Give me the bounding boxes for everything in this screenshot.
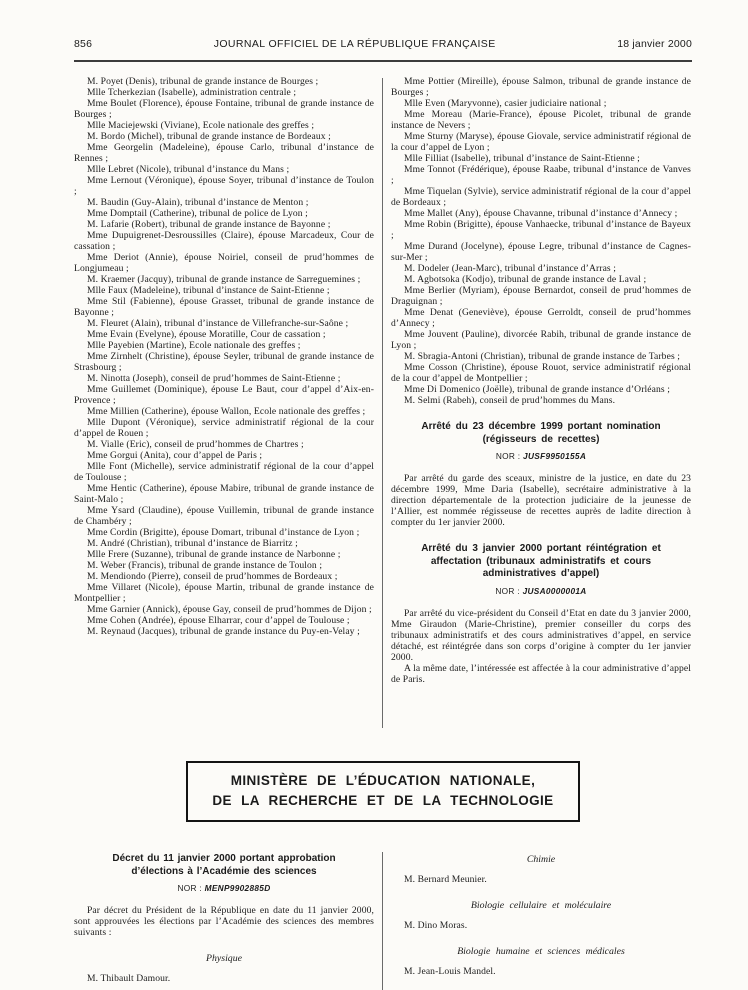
appointment-entry: Mme Domptail (Catherine), tribunal de police de Lyon ; bbox=[87, 208, 308, 219]
appointment-entry: Mme Berlier (Myriam), épouse Bernardot, conseil de prud’hommes de Draguignan ; bbox=[391, 285, 691, 307]
discipline-biologie-cellulaire: Biologie cellulaire et moléculaire bbox=[470, 900, 612, 911]
decret-body: Par décret du Président de la République en date du 11 janvier 2000, sont approuvées les élections par l’Académie des sciences des membres suivants : bbox=[74, 905, 374, 938]
appointment-entry: Mme Georgelin (Madeleine), épouse Carlo, tribunal d’instance de Rennes ; bbox=[74, 142, 374, 164]
journal-title: JOURNAL OFFICIEL DE LA RÉPUBLIQUE FRANÇAISE bbox=[213, 38, 496, 50]
appointment-entry: M. Lafarie (Robert), tribunal de grande instance de Bayonne ; bbox=[87, 219, 331, 230]
column-divider bbox=[382, 78, 383, 728]
appointment-entry: Mlle Payebien (Martine), Ecole nationale des greffes ; bbox=[87, 340, 301, 351]
nor-code: JUSA0000001A bbox=[522, 585, 587, 596]
appointment-entry: M. Weber (Francis), tribunal de grande instance de Toulon ; bbox=[87, 560, 323, 571]
appointment-entry: Mme Denat (Geneviève), épouse Gerroldt, conseil de prud’hommes d’Annecy ; bbox=[391, 307, 691, 329]
appointment-entry: Mlle Even (Maryvonne), casier judiciaire national ; bbox=[404, 98, 607, 109]
arrete-2-title: Arrêté du 3 janvier 2000 portant réintégration et affectation (tribunaux administratifs et cours administratives d’appel) bbox=[421, 543, 661, 579]
nor-label: NOR : bbox=[177, 883, 203, 893]
right-column bbox=[391, 76, 691, 734]
appointment-entry: Mme Jouvent (Pauline), divorcée Rabih, tribunal de grande instance de Lyon ; bbox=[391, 329, 691, 351]
discipline-chimie: Chimie bbox=[526, 854, 556, 865]
appointment-entry: Mme Cohen (Andrée), épouse Elharrar, cour d’appel de Toulouse ; bbox=[87, 615, 350, 626]
right-column-list bbox=[391, 76, 691, 406]
decree-section bbox=[74, 852, 692, 990]
arrete-2-body-2: A la même date, l’intéressée est affectée à la cour administrative d’appel de Paris. bbox=[391, 662, 691, 685]
appointment-entry: Mme Robin (Brigitte), épouse Vanhaecke, tribunal d’instance de Bayeux ; bbox=[391, 219, 691, 241]
appointment-entry: Mme Pottier (Mireille), épouse Salmon, tribunal de grande instance de Bourges ; bbox=[391, 76, 691, 98]
member-physique: M. Thibault Damour. bbox=[87, 973, 171, 984]
appointment-entry: Mme Sturny (Maryse), épouse Giovale, service administratif régional de la cour d’appel de Lyon ; bbox=[391, 131, 691, 153]
appointment-entry: M. Vialle (Eric), conseil de prud’hommes de Chartres ; bbox=[87, 439, 304, 450]
appointment-entry: M. Bordo (Michel), tribunal de grande instance de Bordeaux ; bbox=[87, 131, 331, 142]
appointment-entry: Mme Tiquelan (Sylvie), service administratif régional de la cour d’appel de Bordeaux ; bbox=[391, 186, 691, 208]
appointment-entry: Mlle Dupont (Véronique), service administratif régional de la cour d’appel de Rouen ; bbox=[74, 417, 374, 439]
discipline-biologie-humaine: Biologie humaine et sciences médicales bbox=[457, 946, 625, 957]
appointment-entry: Mme Garnier (Annick), épouse Gay, conseil de prud’hommes de Dijon ; bbox=[87, 604, 372, 615]
appointment-entry: Mlle Filliat (Isabelle), tribunal d’instance de Saint-Etienne ; bbox=[404, 153, 640, 164]
appointment-entry: Mme Ysard (Claudine), épouse Vuillemin, tribunal de grande instance de Chambéry ; bbox=[74, 505, 374, 527]
appointment-entry: M. Poyet (Denis), tribunal de grande instance de Bourges ; bbox=[87, 76, 319, 87]
decree-left-column bbox=[74, 852, 374, 990]
ministry-banner-line-2: DE LA RECHERCHE ET DE LA TECHNOLOGIE bbox=[212, 793, 554, 808]
nor-label: NOR : bbox=[495, 585, 520, 596]
appointment-entry: Mme Stil (Fabienne), épouse Grasset, tribunal de grande instance de Bayonne ; bbox=[74, 296, 374, 318]
arrete-2-nor bbox=[391, 586, 691, 596]
appointment-entry: M. Mendiondo (Pierre), conseil de prud’hommes de Bordeaux ; bbox=[87, 571, 338, 582]
appointment-entry: Mme Zirnhelt (Christine), épouse Seyler, tribunal de grande instance de Strasbourg ; bbox=[74, 351, 374, 373]
appointment-entry: M. Baudin (Guy-Alain), tribunal d’instance de Menton ; bbox=[87, 197, 309, 208]
appointment-entry: Mme Durand (Jocelyne), épouse Legre, tribunal d’instance de Cagnes-sur-Mer ; bbox=[391, 241, 691, 263]
appointment-entry: M. Selmi (Rabeh), conseil de prud’hommes du Mans. bbox=[404, 395, 616, 406]
nor-code: MENP9902885D bbox=[204, 883, 271, 893]
appointment-entry: Mlle Font (Michelle), service administratif régional de la cour d’appel de Toulouse ; bbox=[74, 461, 374, 483]
appointment-entry: M. André (Christian), tribunal d’instance de Biarritz ; bbox=[87, 538, 298, 549]
issue-date: 18 janvier 2000 bbox=[617, 38, 692, 50]
appointment-entry: M. Reynaud (Jacques), tribunal de grande instance du Puy-en-Velay ; bbox=[87, 626, 360, 637]
ministry-banner bbox=[186, 761, 579, 822]
member-biologie-cellulaire: M. Dino Moras. bbox=[404, 920, 468, 931]
appointment-entry: Mme Boulet (Florence), épouse Fontaine, tribunal de grande instance de Bourges ; bbox=[74, 98, 374, 120]
appointment-entry: Mme Evain (Evelyne), épouse Moratille, Cour de cassation ; bbox=[87, 329, 326, 340]
appointment-entry: Mlle Tcherkezian (Isabelle), administration centrale ; bbox=[87, 87, 297, 98]
header-rule bbox=[74, 60, 692, 62]
nor-code: JUSF9950155A bbox=[523, 451, 587, 461]
appointment-entry: Mlle Lebret (Nicole), tribunal d’instance du Mans ; bbox=[87, 164, 290, 175]
appointment-entry: M. Fleuret (Alain), tribunal d’instance de Villefranche-sur-Saône ; bbox=[87, 318, 349, 329]
appointment-entry: Mme Lernout (Véronique), épouse Soyer, tribunal d’instance de Toulon ; bbox=[74, 175, 374, 197]
appointment-entry: M. Agbotsoka (Kodjo), tribunal de grande instance de Laval ; bbox=[404, 274, 647, 285]
appointment-entry: Mme Cordin (Brigitte), épouse Domart, tribunal d’instance de Lyon ; bbox=[87, 527, 360, 538]
column-divider bbox=[382, 852, 383, 990]
appointment-entry: Mme Dupuigrenet-Desroussilles (Claire), épouse Marcadeux, Cour de cassation ; bbox=[74, 230, 374, 252]
appointment-entry: Mme Deriot (Annie), épouse Noiriel, conseil de prud’hommes de Longjumeau ; bbox=[74, 252, 374, 274]
appointment-entry: Mme Cosson (Christine), épouse Rouot, service administratif régional de la cour d’appel de Montpellier ; bbox=[391, 362, 691, 384]
appointment-entry: Mme Moreau (Marie-France), épouse Picolet, tribunal de grande instance de Nevers ; bbox=[391, 109, 691, 131]
discipline-physique: Physique bbox=[206, 953, 242, 964]
appointment-entry: Mme Di Domenico (Joëlle), tribunal de grande instance d’Orléans ; bbox=[404, 384, 670, 395]
appointment-entry: Mme Hentic (Catherine), épouse Mabire, tribunal de grande instance de Saint-Malo ; bbox=[74, 483, 374, 505]
member-biologie-humaine: M. Jean-Louis Mandel. bbox=[404, 966, 496, 977]
arrete-1-nor bbox=[391, 451, 691, 461]
decret-nor bbox=[74, 883, 374, 893]
appointment-entry: Mlle Faux (Madeleine), tribunal d’instance de Saint-Etienne ; bbox=[87, 285, 330, 296]
appointment-entry: Mlle Maciejewski (Viviane), Ecole nationale des greffes ; bbox=[87, 120, 315, 131]
appointment-entry: Mme Guillemet (Dominique), épouse Le Baut, cour d’appel d’Aix-en-Provence ; bbox=[74, 384, 374, 406]
appointment-entry: Mlle Frere (Suzanne), tribunal de grande instance de Narbonne ; bbox=[87, 549, 341, 560]
page-header bbox=[74, 38, 692, 50]
arrete-1-title: Arrêté du 23 décembre 1999 portant nomination (régisseurs de recettes) bbox=[421, 421, 661, 445]
page-content bbox=[74, 76, 692, 990]
decret-title: Décret du 11 janvier 2000 portant approbation d’élections à l’Académie des sciences bbox=[112, 853, 336, 877]
page-number: 856 bbox=[74, 38, 93, 50]
appointment-entry: M. Sbragia-Antoni (Christian), tribunal de grande instance de Tarbes ; bbox=[404, 351, 681, 362]
nor-label: NOR : bbox=[495, 451, 521, 461]
appointment-entry: Mme Gorgui (Anita), cour d’appel de Paris ; bbox=[87, 450, 263, 461]
appointment-entry: M. Ninotta (Joseph), conseil de prud’hommes de Saint-Etienne ; bbox=[87, 373, 341, 384]
appointment-entry: M. Kraemer (Jacquy), tribunal de grande instance de Sarreguemines ; bbox=[87, 274, 361, 285]
appointment-entry: Mme Tonnot (Frédérique), épouse Raabe, tribunal d’instance de Vanves ; bbox=[391, 164, 691, 186]
appointment-entry: Mme Mallet (Any), épouse Chavanne, tribunal d’instance d’Annecy ; bbox=[404, 208, 678, 219]
ministry-banner-line-1: MINISTÈRE DE L’ÉDUCATION NATIONALE, bbox=[230, 773, 536, 788]
appointment-entry: Mme Villaret (Nicole), épouse Martin, tribunal de grande instance de Montpellier ; bbox=[74, 582, 374, 604]
left-column bbox=[74, 76, 374, 734]
decree-right-column bbox=[391, 852, 691, 990]
appointment-entry: Mme Millien (Catherine), épouse Wallon, Ecole nationale des greffes ; bbox=[87, 406, 366, 417]
arrete-2-body-1: Par arrêté du vice-président du Conseil d’Etat en date du 3 janvier 2000, Mme Giraudon (Marie-Christine), premier conseiller du corps des tribunaux administratifs et des cours administratives d’appel, en service détaché, est réintégrée dans son corps d’origine à compter du 1er janvier 2000. bbox=[391, 607, 691, 663]
appointment-entry: M. Dodeler (Jean-Marc), tribunal d’instance d’Arras ; bbox=[404, 263, 617, 274]
appointments-section bbox=[74, 76, 692, 734]
arrete-1-body: Par arrêté du garde des sceaux, ministre de la justice, en date du 23 décembre 1999, Mme Daria (Isabelle), secrétaire administrative à la direction départementale de la protection judiciaire de la jeunesse de l’Allier, est nommée régisseuse de recettes auprès de ladite direction à compter du 1er janvier 2000. bbox=[391, 473, 691, 528]
member-chimie: M. Bernard Meunier. bbox=[404, 874, 487, 885]
